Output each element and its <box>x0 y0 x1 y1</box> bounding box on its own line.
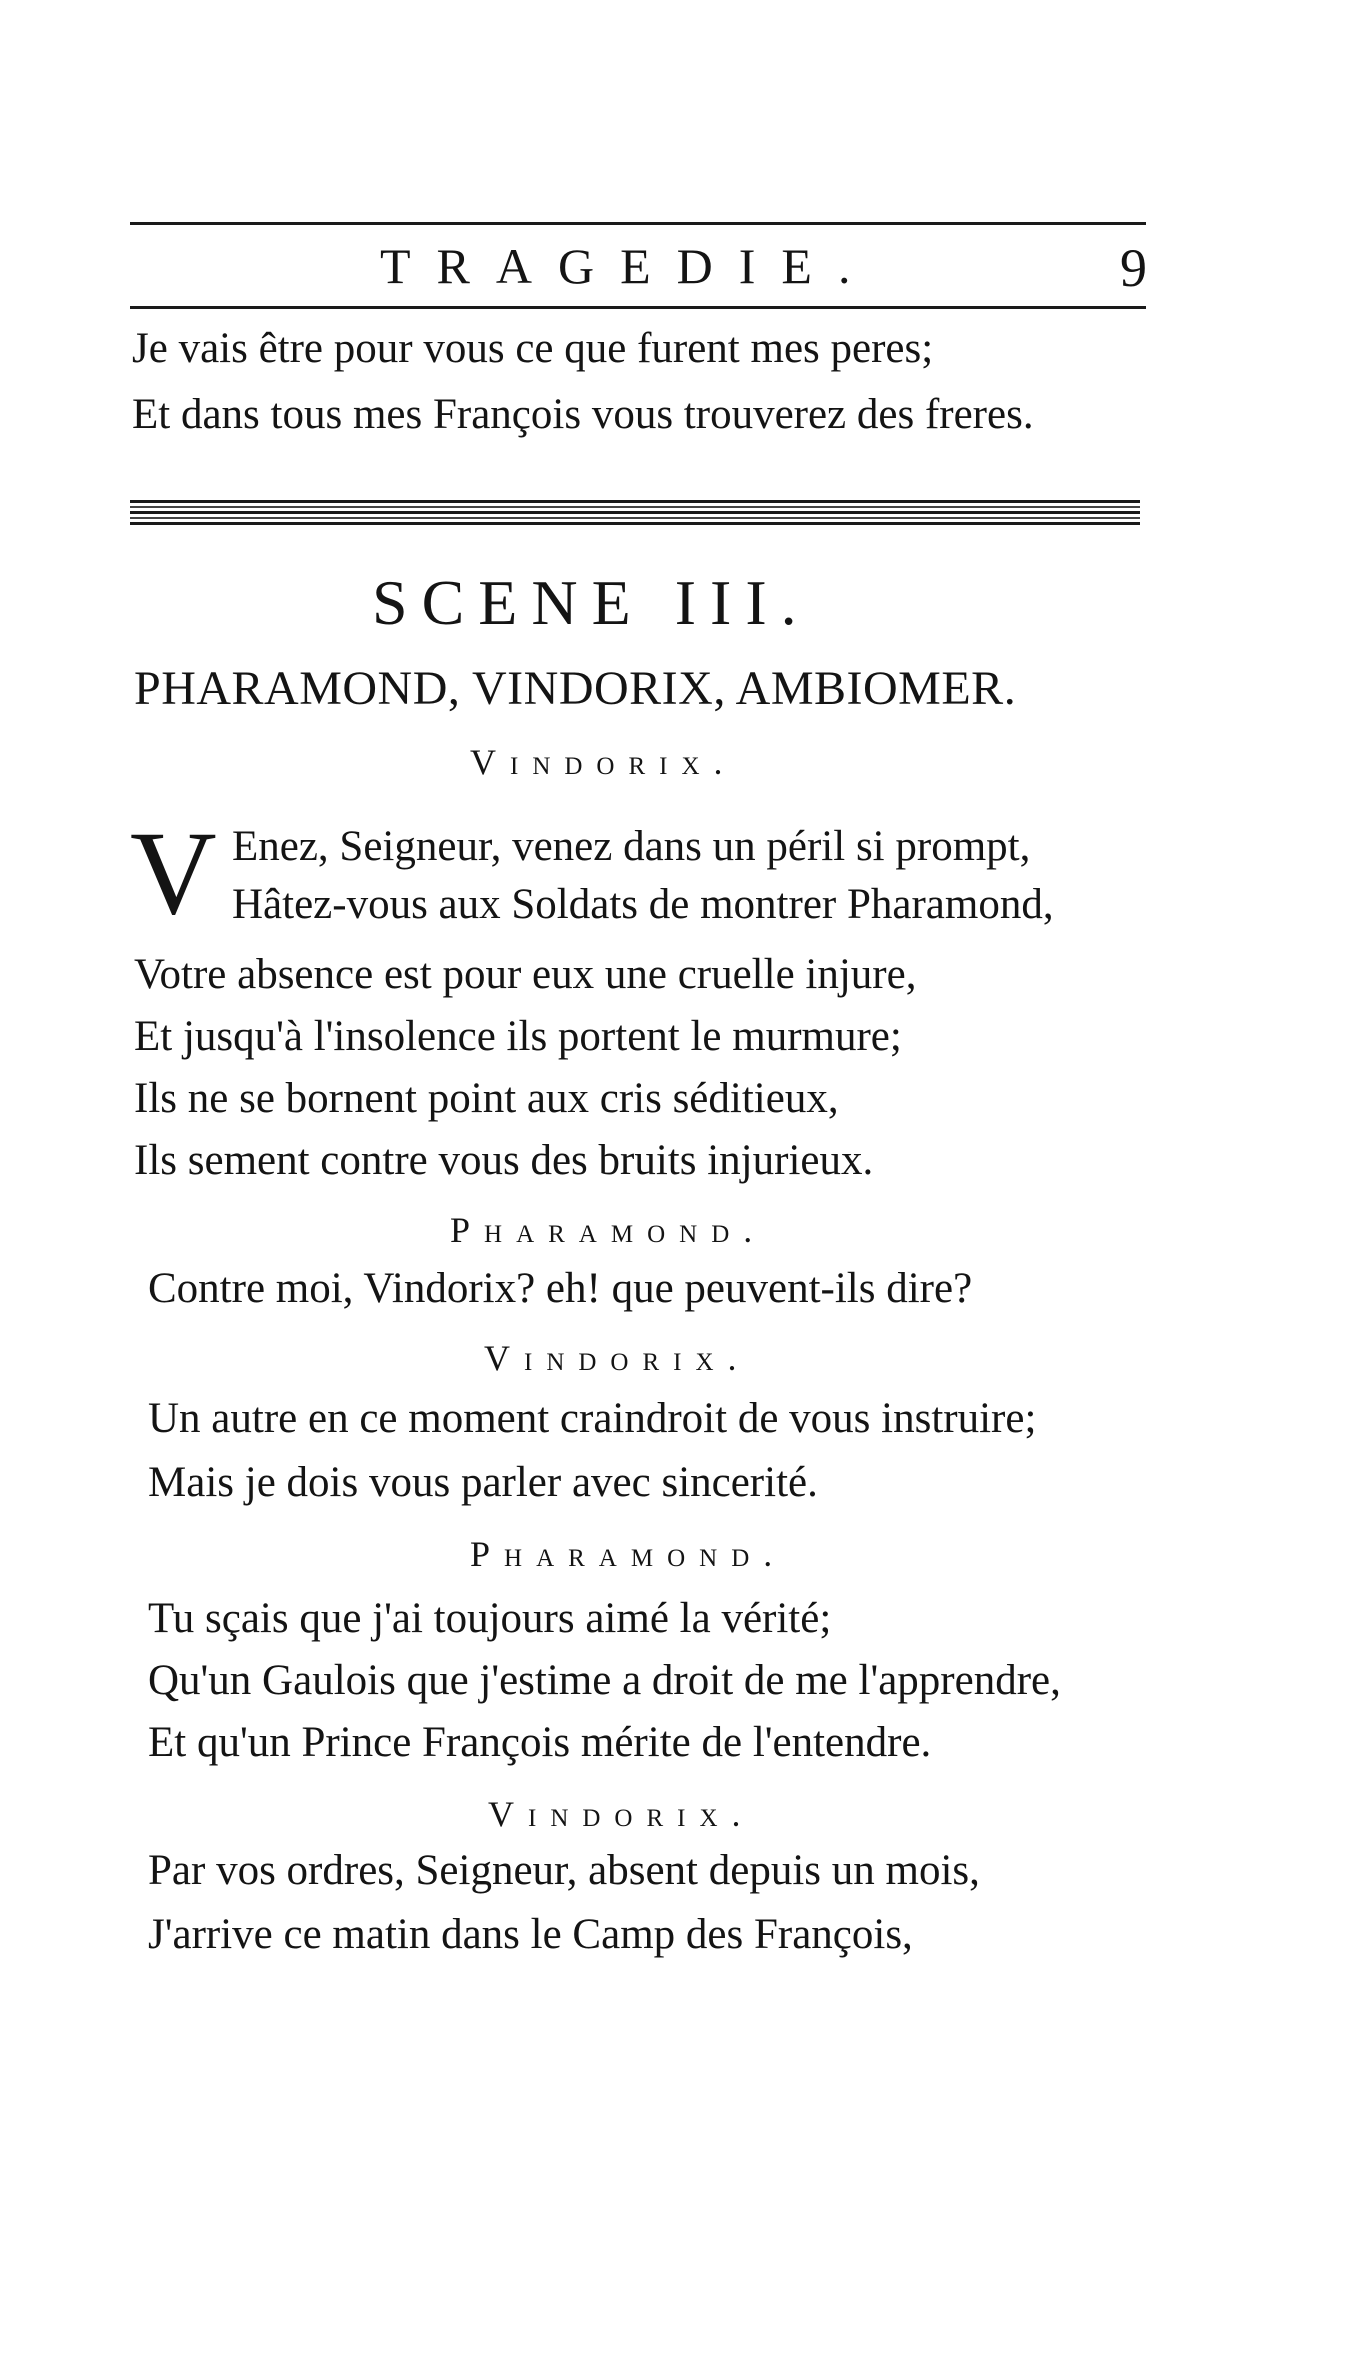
verse-line: Un autre en ce moment craindroit de vous instruire; <box>148 1395 1037 1442</box>
scene-divider-ornament <box>130 500 1140 530</box>
header-bottom-rule <box>130 306 1146 309</box>
verse-line: Ils ne se bornent point aux cris séditieux, <box>134 1075 839 1122</box>
speaker-name: Vindorix. <box>488 1794 755 1834</box>
verse-line: J'arrive ce matin dans le Camp des François, <box>148 1911 913 1958</box>
speaker-name: Vindorix. <box>484 1338 751 1378</box>
verse-line: Hâtez-vous aux Soldats de montrer Pharamond, <box>232 881 1054 928</box>
verse-line: Mais je dois vous parler avec sincerité. <box>148 1459 818 1506</box>
verse-line: Contre moi, Vindorix? eh! que peuvent-ils dire? <box>148 1265 973 1312</box>
verse-line: Je vais être pour vous ce que furent mes peres; <box>132 325 934 372</box>
drop-cap-letter: V <box>130 806 217 939</box>
scene-characters: PHARAMOND, VINDORIX, AMBIOMER. <box>134 662 1017 715</box>
verse-line: Enez, Seigneur, venez dans un péril si prompt, <box>232 823 1031 870</box>
header-top-rule <box>130 222 1146 225</box>
verse-line: Et dans tous mes François vous trouverez des freres. <box>132 391 1034 438</box>
speaker-name: Pharamond. <box>450 1210 767 1250</box>
running-header-title: TRAGEDIE. <box>380 238 877 294</box>
scene-title: SCENE III. <box>372 567 811 638</box>
verse-line: Tu sçais que j'ai toujours aimé la vérité; <box>148 1595 832 1642</box>
verse-line: Et qu'un Prince François mérite de l'entendre. <box>148 1719 932 1766</box>
verse-line: Par vos ordres, Seigneur, absent depuis un mois, <box>148 1847 980 1894</box>
verse-line: Ils sement contre vous des bruits injurieux. <box>134 1137 874 1184</box>
verse-line: Qu'un Gaulois que j'estime a droit de me l'apprendre, <box>148 1657 1061 1704</box>
speaker-name: Vindorix. <box>470 742 737 782</box>
verse-line: Votre absence est pour eux une cruelle injure, <box>134 951 917 998</box>
speaker-name: Pharamond. <box>470 1534 787 1574</box>
verse-line: Et jusqu'à l'insolence ils portent le murmure; <box>134 1013 902 1060</box>
page-number: 9 <box>1120 238 1147 298</box>
